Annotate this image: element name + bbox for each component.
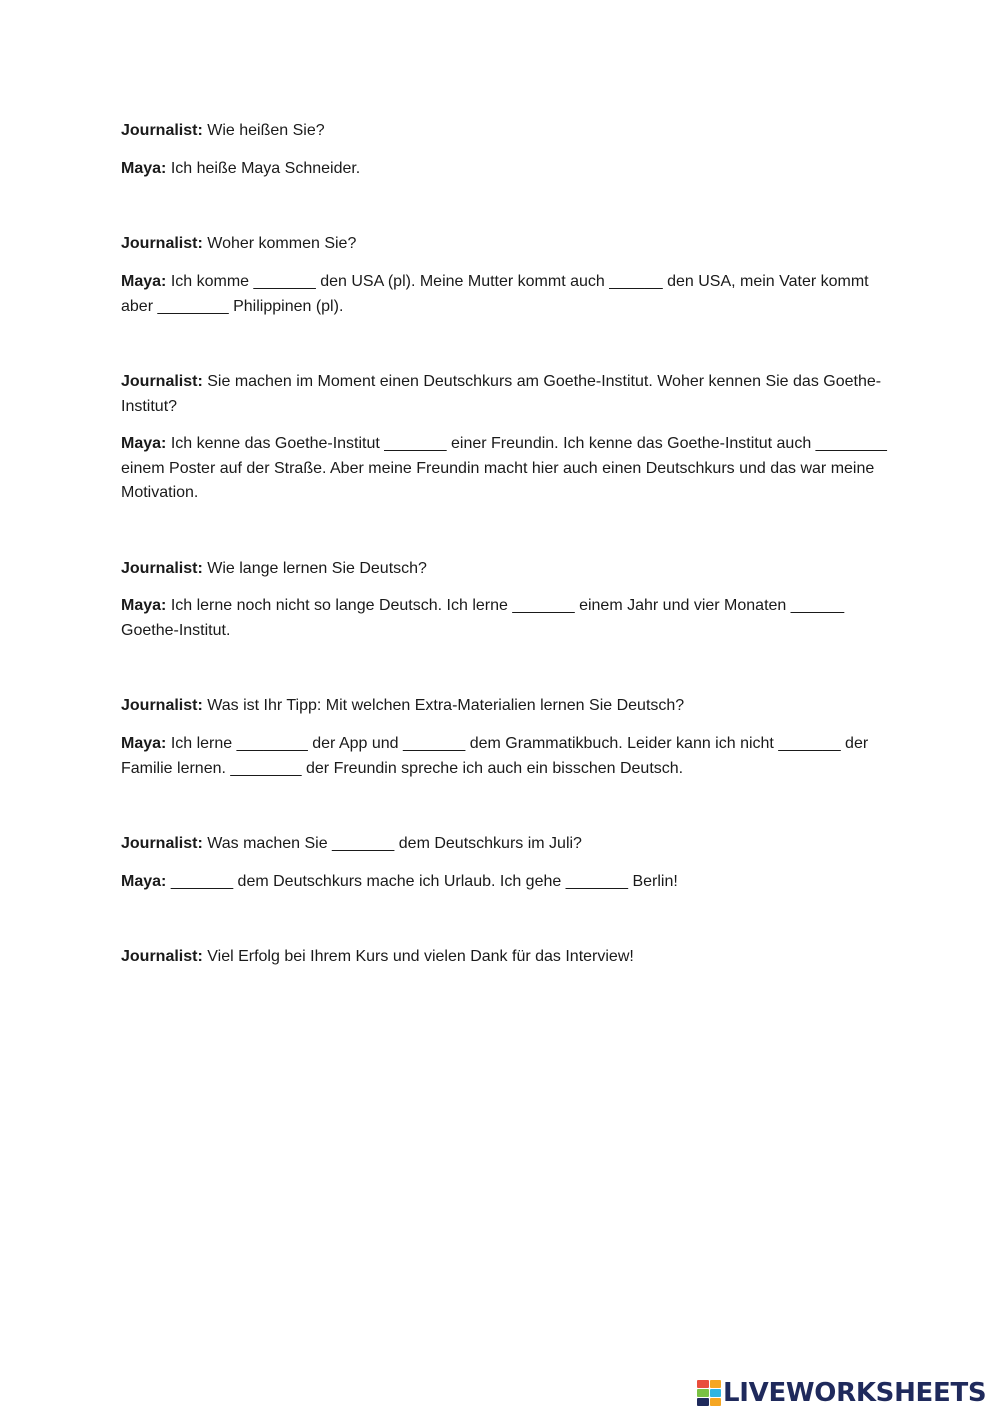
dialogue-text: Wie lange lernen Sie Deutsch?	[207, 560, 427, 577]
dialogue-line-maya-5	[121, 732, 891, 781]
logo-mark-block	[697, 1398, 709, 1406]
dialogue-text: Ich heiße Maya Schneider.	[170, 160, 361, 177]
dialogue-line-maya-6	[121, 870, 891, 895]
dialogue-line-journalist-2	[121, 232, 891, 257]
dialogue-line-journalist-6	[121, 832, 891, 857]
dialogue-text: Viel Erfolg bei Ihrem Kurs und vielen Dank für das Interview!	[207, 948, 634, 965]
logo-wordmark: LIVEWORKSHEETS	[723, 1378, 987, 1408]
logo-mark-block	[710, 1389, 722, 1397]
dialogue-text: Ich komme _______ den USA (pl). Meine Mutter kommt auch ______ den USA, mein Vater kommt aber ________ Philippinen (pl).	[121, 273, 869, 315]
dialogue-line-maya-3	[121, 432, 891, 506]
speaker-label: Journalist:	[121, 373, 203, 390]
liveworksheets-logo	[697, 1377, 986, 1409]
speaker-label: Journalist:	[121, 235, 203, 252]
dialogue-text: Ich lerne noch nicht so lange Deutsch. Ich lerne _______ einem Jahr und vier Monaten ______ Goethe-Institut.	[121, 597, 845, 639]
dialogue-text: _______ dem Deutschkurs mache ich Urlaub. Ich gehe _______ Berlin!	[170, 873, 678, 890]
logo-mark-block	[697, 1389, 709, 1397]
dialogue-line-journalist-5	[121, 694, 891, 719]
dialogue-text: Was machen Sie _______ dem Deutschkurs im Juli?	[207, 835, 582, 852]
speaker-label: Journalist:	[121, 560, 203, 577]
dialogue-line-journalist-1	[121, 119, 891, 144]
speaker-label: Maya:	[121, 435, 167, 452]
speaker-label: Journalist:	[121, 948, 203, 965]
speaker-label: Journalist:	[121, 122, 203, 139]
dialogue-line-maya-4	[121, 594, 891, 643]
speaker-label: Journalist:	[121, 697, 203, 714]
liveworksheets-mark-icon	[697, 1380, 721, 1406]
dialogue-line-journalist-4	[121, 557, 891, 582]
speaker-label: Maya:	[121, 160, 167, 177]
speaker-label: Journalist:	[121, 835, 203, 852]
dialogue-text: Sie machen im Moment einen Deutschkurs am Goethe-Institut. Woher kennen Sie das Goethe-Institut?	[121, 373, 882, 415]
logo-mark-block	[710, 1398, 722, 1406]
logo-mark-block	[697, 1380, 709, 1388]
speaker-label: Maya:	[121, 873, 167, 890]
dialogue-line-maya-2	[121, 270, 891, 319]
dialogue-text: Woher kommen Sie?	[207, 235, 357, 252]
logo-mark-block	[710, 1380, 722, 1388]
dialogue-line-journalist-3	[121, 370, 891, 419]
speaker-label: Maya:	[121, 273, 167, 290]
dialogue-line-journalist-7	[121, 945, 891, 970]
dialogue-line-maya-1	[121, 157, 891, 182]
dialogue-text: Wie heißen Sie?	[207, 122, 325, 139]
speaker-label: Maya:	[121, 597, 167, 614]
dialogue-text: Was ist Ihr Tipp: Mit welchen Extra-Materialien lernen Sie Deutsch?	[207, 697, 685, 714]
speaker-label: Maya:	[121, 735, 167, 752]
dialogue-text: Ich kenne das Goethe-Institut _______ einer Freundin. Ich kenne das Goethe-Institut auch ________ einem Poster auf der Straße. Aber meine Freundin macht hier auch einen Deutschkurs und das war meine Motivation.	[121, 435, 887, 501]
dialogue-text: Ich lerne ________ der App und _______ dem Grammatikbuch. Leider kann ich nicht _______ der Familie lernen. ________ der Freundin spreche ich auch ein bisschen Deutsch.	[121, 735, 869, 777]
